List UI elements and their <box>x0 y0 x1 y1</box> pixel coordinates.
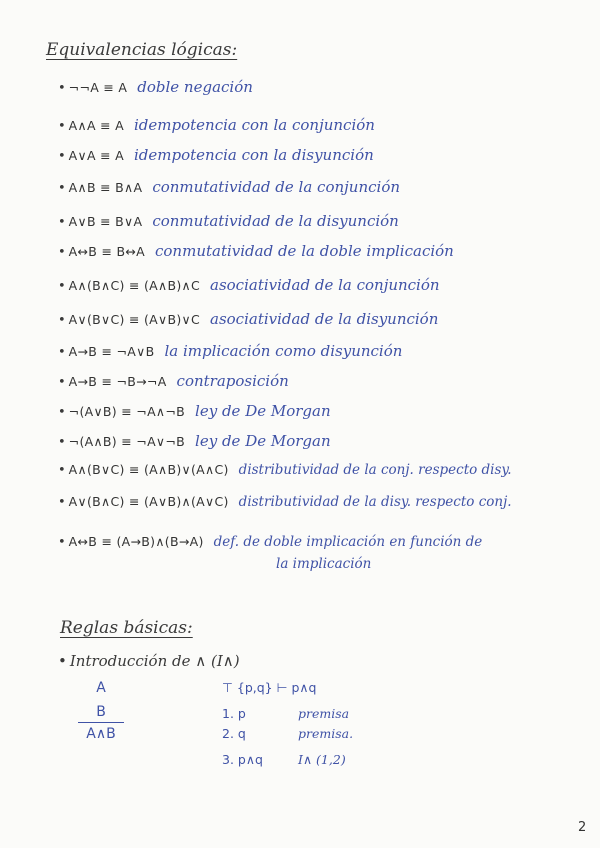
equivalence-item <box>58 276 440 294</box>
section-title-equivalences: Equivalencias lógicas: <box>46 40 238 60</box>
equivalence-description: conmutatividad de la conjunción <box>152 178 401 196</box>
equivalence-formula: A∧(B∧C) ≡ (A∧B)∧C <box>68 278 201 293</box>
equivalence-description: asociatividad de la conjunción <box>210 276 440 294</box>
bullet-icon: • <box>58 652 67 670</box>
proof-step-justification: I∧ (1,2) <box>298 752 346 767</box>
rule-premise: B <box>96 704 106 720</box>
intro-rule-label: Introducción de ∧ (I∧) <box>69 652 240 670</box>
equivalence-item <box>58 372 289 390</box>
equivalence-item <box>58 78 253 96</box>
equivalence-description: la implicación como disyunción <box>164 342 403 360</box>
equivalence-formula: A↔B ≡ B↔A <box>68 244 145 259</box>
equivalence-item <box>58 494 512 510</box>
equivalence-description-continuation: la implicación <box>276 556 372 572</box>
bullet-icon: • <box>58 81 66 96</box>
proof-step-formula: 1. p <box>222 706 246 721</box>
equivalence-description: distributividad de la conj. respecto disy. <box>238 462 512 478</box>
bullet-icon: • <box>58 245 66 260</box>
equivalence-formula: A↔B ≡ (A→B)∧(B→A) <box>68 534 204 549</box>
bullet-icon: • <box>58 181 66 196</box>
bullet-icon: • <box>58 345 66 360</box>
bullet-icon: • <box>58 495 66 510</box>
inference-rule <box>78 680 124 742</box>
proof-step-justification: premisa <box>298 706 350 721</box>
equivalence-formula: A∨(B∧C) ≡ (A∨B)∧(A∨C) <box>68 494 229 509</box>
equivalence-formula: A∧B ≡ B∧A <box>68 180 143 195</box>
equivalence-formula: A∨A ≡ A <box>68 148 124 163</box>
proof-step-justification: premisa. <box>298 726 354 741</box>
equivalence-item <box>58 462 512 478</box>
equivalence-formula: A∨(B∨C) ≡ (A∨B)∨C <box>68 312 201 327</box>
equivalence-description: idempotencia con la disyunción <box>134 146 374 164</box>
bullet-icon: • <box>58 535 66 550</box>
equivalence-item <box>58 212 399 230</box>
bullet-icon: • <box>58 215 66 230</box>
bullet-icon: • <box>58 375 66 390</box>
equivalence-formula: A∧A ≡ A <box>68 118 124 133</box>
equivalence-item <box>58 178 400 196</box>
equivalence-formula: ¬(A∧B) ≡ ¬A∨¬B <box>68 434 186 449</box>
intro-rule-item <box>58 652 240 670</box>
proof-step-formula: 3. p∧q <box>222 752 263 767</box>
section-title-rules: Reglas básicas: <box>60 618 193 638</box>
rule-premise: A <box>96 680 106 696</box>
equivalence-description: def. de doble implicación en función de <box>213 534 483 550</box>
bullet-icon: • <box>58 279 66 294</box>
equivalence-formula: ¬¬A ≡ A <box>68 80 128 95</box>
rule-conclusion: A∧B <box>86 726 116 742</box>
equivalence-item <box>58 146 374 164</box>
bullet-icon: • <box>58 435 66 450</box>
equivalence-description: asociatividad de la disyunción <box>210 310 439 328</box>
proof-header: ⊤ {p,q} ⊢ p∧q <box>222 680 317 695</box>
equivalence-item <box>58 310 438 328</box>
equivalence-formula: A→B ≡ ¬B→¬A <box>68 374 167 389</box>
bullet-icon: • <box>58 405 66 420</box>
equivalence-formula: A∨B ≡ B∨A <box>68 214 143 229</box>
bullet-icon: • <box>58 119 66 134</box>
equivalence-item <box>58 116 375 134</box>
equivalence-description: distributividad de la disy. respecto conj. <box>238 494 512 510</box>
equivalence-formula: A∧(B∨C) ≡ (A∧B)∨(A∧C) <box>68 462 229 477</box>
inference-line <box>78 722 124 723</box>
proof-step-formula: 2. q <box>222 726 246 741</box>
equivalence-item <box>58 534 482 550</box>
equivalence-description: contraposición <box>176 372 289 390</box>
equivalence-description: ley de De Morgan <box>195 432 331 450</box>
bullet-icon: • <box>58 149 66 164</box>
equivalence-formula: ¬(A∨B) ≡ ¬A∧¬B <box>68 404 186 419</box>
equivalence-description: ley de De Morgan <box>195 402 331 420</box>
equivalence-formula: A→B ≡ ¬A∨B <box>68 344 155 359</box>
equivalence-item <box>58 402 331 420</box>
equivalence-item <box>58 432 331 450</box>
bullet-icon: • <box>58 463 66 478</box>
equivalence-description: idempotencia con la conjunción <box>134 116 375 134</box>
page-number: 2 <box>578 820 587 835</box>
equivalence-description: conmutatividad de la doble implicación <box>155 242 454 260</box>
equivalence-item <box>58 342 402 360</box>
equivalence-item <box>58 242 454 260</box>
bullet-icon: • <box>58 313 66 328</box>
equivalence-description: conmutatividad de la disyunción <box>152 212 399 230</box>
equivalence-description: doble negación <box>137 78 253 96</box>
